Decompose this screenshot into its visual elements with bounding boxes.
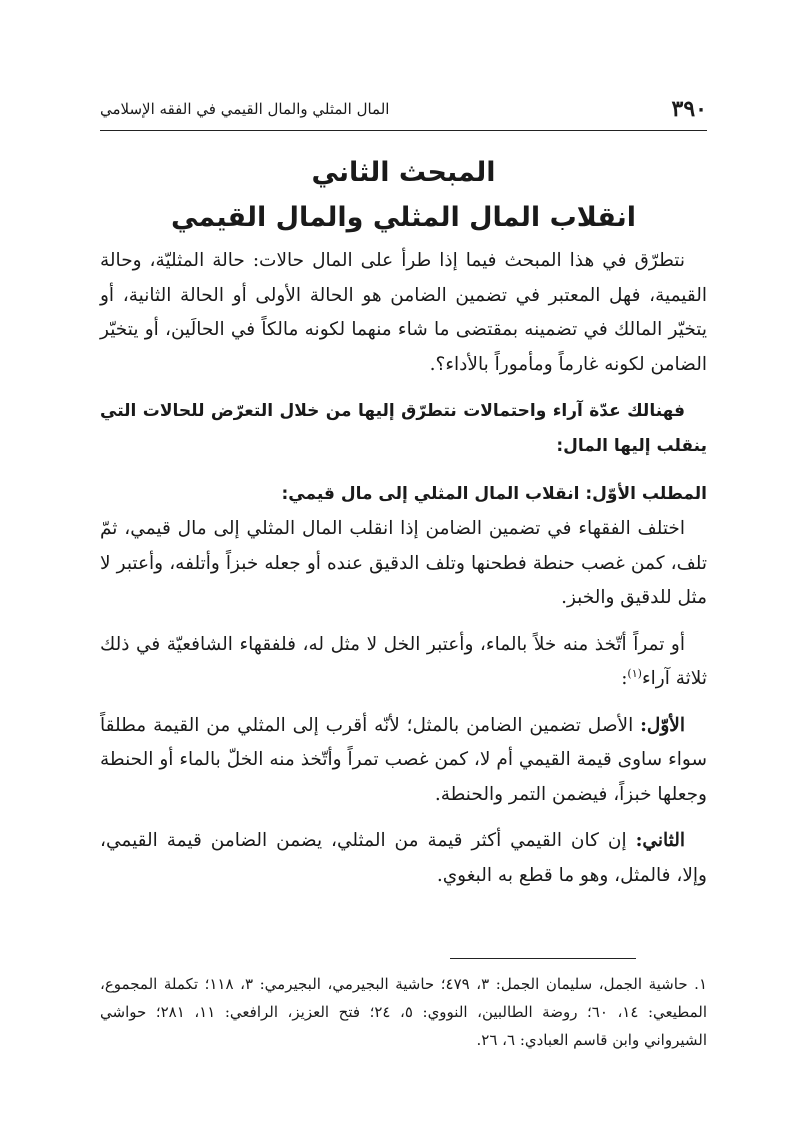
opinion-second-label: الثاني: bbox=[635, 830, 685, 851]
opinion-second-text: إن كان القيمي أكثر قيمة من المثلي، يضمن الضامن قيمة القيمي، وإلا، فالمثل، وهو ما قطع به البغوي. bbox=[100, 830, 707, 886]
footnote-reference[interactable]: (١) bbox=[627, 666, 642, 680]
running-title: المال المثلي والمال القيمي في الفقه الإسلامي bbox=[100, 100, 390, 118]
footnote: ١. حاشية الجمل، سليمان الجمل: ٣، ٤٧٩؛ حاشية البجيرمي، البجيرمي: ٣، ١١٨؛ تكملة المجموع، المطيعي: ١٤، ٦٠؛ روضة الطالبين، النووي: ٥، ٢٤؛ فتح العزيز، الرافعي: ١١، ٢٨١؛ حواشي الشيرواني وابن قاسم العبادي: ٦، ٢٦. bbox=[100, 975, 708, 1049]
paragraph-dates-vinegar bbox=[100, 628, 707, 697]
chapter-title: المبحث الثاني bbox=[311, 157, 496, 188]
opinion-first bbox=[100, 709, 707, 813]
intro-paragraph: نتطرّق في هذا المبحث فيما إذا طرأ على المال حالات: حالة المثليّة، وحالة القيمية، فهل المعتبر في تضمين الضامن هو الحالة الأولى أو الحالة الثانية، أو يتخيّر المالك في تضمينه بمقتضى ما شاء منهما لكونه مالكاً في الحالَين، أو يتخيّر الضامن لكونه غارماً ومأموراً بالأداء؟. bbox=[100, 250, 707, 375]
paragraph-disagreement: اختلف الفقهاء في تضمين الضامن إذا انقلب المال المثلي إلى مال قيمي، ثمّ تلف، كمن غصب حنطة فطحنها وتلف الدقيق عنده أو جعله خبزاً وأتلفه، وأعتبر لا مثل للدقيق والخبز. bbox=[100, 518, 707, 608]
paragraph-dates-end: : bbox=[621, 668, 628, 689]
footnote-divider bbox=[450, 958, 636, 959]
section-heading: المطلب الأوّل: انقلاب المال المثلي إلى مال قيمي: bbox=[281, 484, 707, 504]
opinion-first-label: الأوّل: bbox=[640, 714, 685, 736]
paragraph-dates-text: أو تمراً أتّخذ منه خلاً بالماء، وأعتبر الخل لا مثل له، فلفقهاء الشافعيّة في ذلك ثلاثة آراء bbox=[100, 633, 707, 689]
page-number: ٣٩٠ bbox=[671, 96, 707, 122]
page-header bbox=[100, 94, 707, 131]
opinion-first-text: الأصل تضمين الضامن بالمثل؛ لأنّه أقرب إلى المثلي من القيمة مطلقاً سواء ساوى قيمة القيمي أم لا، كمن غصب تمراً وأتّخذ منه الخلّ بالماء أو الحنطة وجعلها خبزاً، فيضمن التمر والحنطة. bbox=[100, 714, 707, 805]
overview-paragraph: فهنالك عدّة آراء واحتمالات نتطرّق إليها من خلال التعرّض للحالات التي ينقلب إليها المال: bbox=[100, 401, 707, 456]
chapter-subtitle: انقلاب المال المثلي والمال القيمي bbox=[170, 202, 637, 233]
opinion-second bbox=[100, 824, 707, 893]
main-content bbox=[100, 150, 707, 893]
